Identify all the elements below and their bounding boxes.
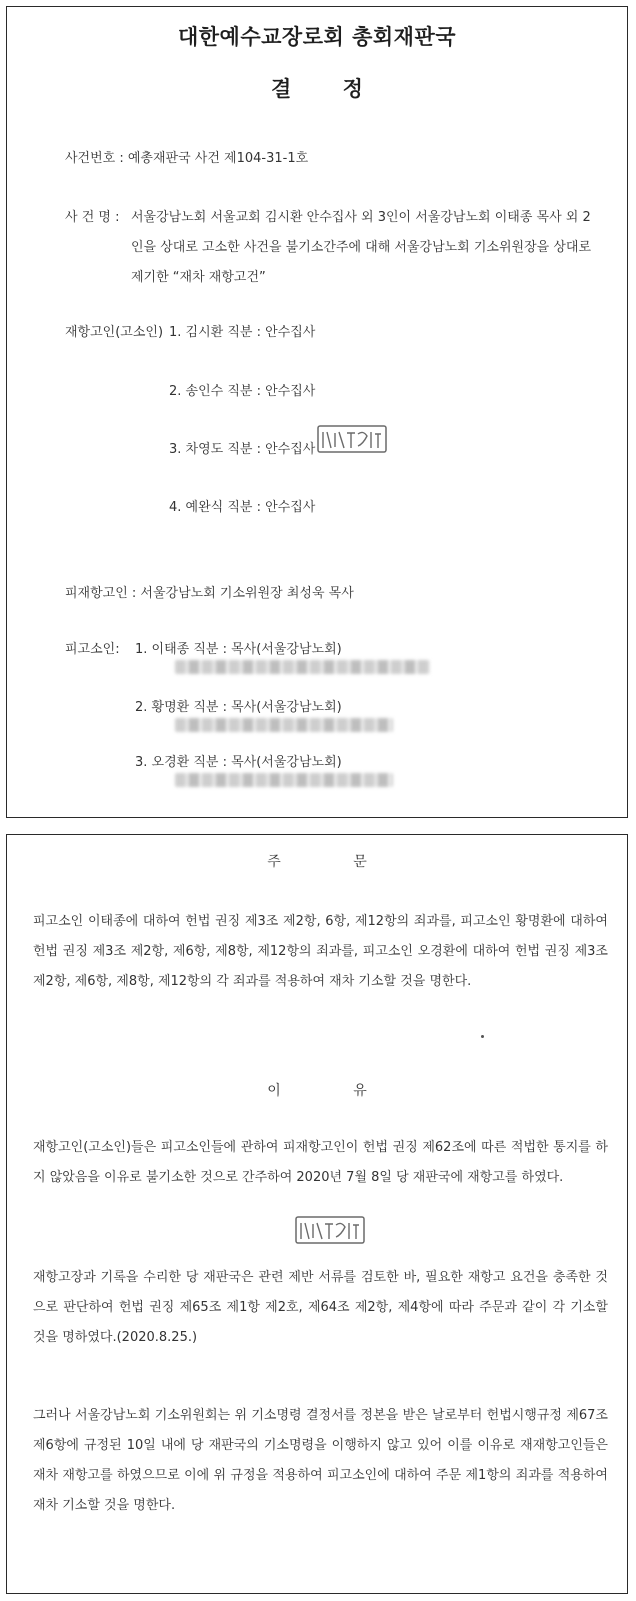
order-heading: 주 문 [267,854,401,870]
reason-paragraph-3: 그러나 서울강남노회 기소위원회는 위 기소명령 결정서를 정본을 받은 날로부터 헌법시행규정 제67조 제6항에 규정된 10일 내에 당 재판국의 기소명령을 이행하지 않고 있어 이를 이유로 재재항고인들은 재차 재항고를 하였으므로 이에 위 규정을 적용하여 피고소인에 대하여 주문 제1항의 죄과를 적용하여 재차 기소할 것을 명한다. [33,1408,608,1513]
respondent: 피재항고인 : 서울강남노회 기소위원장 최성욱 목사 [65,586,354,601]
appellant-2: 2. 송인수 직분 : 안수집사 [169,384,316,399]
decision-page-1 [6,6,628,818]
accused-label: 피고소인: [65,642,120,657]
reason-paragraph-2: 재항고장과 기록을 수리한 당 재판국은 관련 제반 서류를 검토한 바, 필요한 재항고 요건을 충족한 것으로 판단하여 헌법 권징 제65조 제1항 제2호, 제64조 제2항, 제4항에 따라 주문과 같이 각 기소할 것을 명하였다.(2020.8.25.) [33,1270,608,1345]
accused-2: 2. 황명환 직분 : 목사(서울강남노회) [135,700,342,715]
court-title: 대한예수교장로회 총회재판국 [177,25,457,49]
court-seal-icon [295,1215,365,1245]
appellant-4: 4. 예완식 직분 : 안수집사 [169,500,316,515]
accused-1: 1. 이태종 직분 : 목사(서울강남노회) [135,642,342,657]
appellant-3: 3. 차영도 직분 : 안수집사 [169,442,316,457]
case-name-line-3: 제기한 “재차 재항고건” [131,270,266,285]
order-text: 피고소인 이태종에 대하여 헌법 권징 제3조 제2항, 6항, 제12항의 죄과를, 피고소인 황명환에 대하여 헌법 권징 제3조 제2항, 제6항, 제8항, 제12항의 죄과를, 피고소인 오경환에 대하여 헌법 권징 제3조 제2항, 제6항, 제8항, 제12항의 각 죄과를 적용하여 재차 기소할 것을 명한다. [33,914,608,989]
redacted-info-1 [175,660,430,674]
case-name-line-1: 서울강남노회 서울교회 김시환 안수집사 외 3인이 서울강남노회 이태종 목사 외 2 [131,210,591,225]
appellant-1: 1. 김시환 직분 : 안수집사 [169,325,316,340]
case-number: 사건번호 : 예총재판국 사건 제104-31-1호 [65,151,309,166]
redacted-info-3 [175,773,393,787]
redacted-info-2 [175,718,393,732]
reason-heading: 이 유 [267,1083,401,1099]
appellants-label: 재항고인(고소인) [65,325,164,340]
reason-paragraph-1: 재항고인(고소인)들은 피고소인들에 관하여 피재항고인이 헌법 권징 제62조에 따른 적법한 통지를 하지 않았음을 이유로 불기소한 것으로 간주하여 2020년 7월 8일 당 재판국에 재항고를 하였다. [33,1140,608,1185]
case-name-line-2: 인을 상대로 고소한 사건을 불기소간주에 대해 서울강남노회 기소위원장을 상대로 [131,240,592,255]
case-name-label: 사 건 명 : [65,210,120,225]
accused-3: 3. 오경환 직분 : 목사(서울강남노회) [135,755,342,770]
scan-speck [481,1035,484,1038]
document-title: 결 정 [271,77,385,101]
decision-page-2 [6,834,628,1594]
court-seal-icon [317,424,387,454]
